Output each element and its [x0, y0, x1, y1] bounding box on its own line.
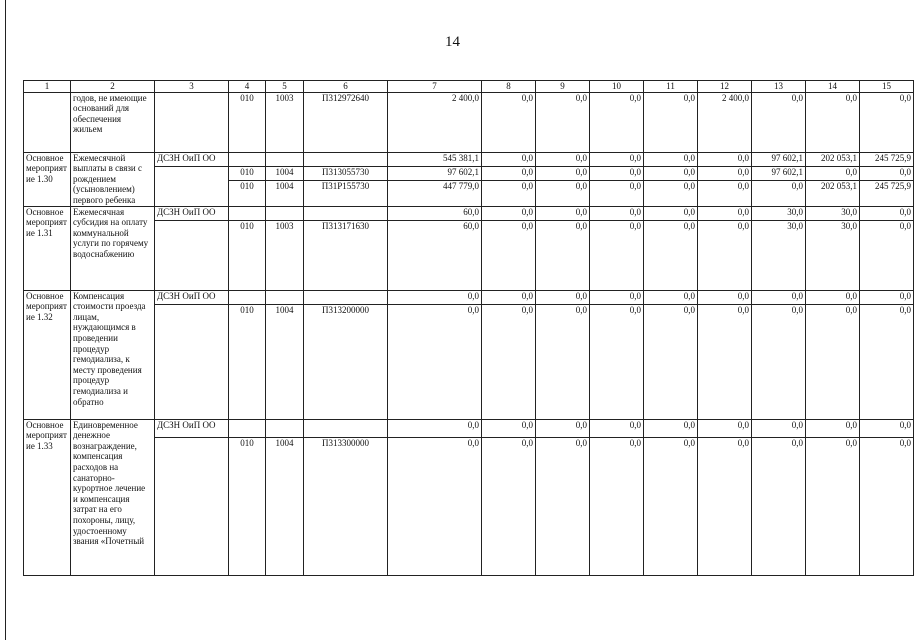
responsible-executor: [155, 166, 229, 206]
amount-total-cell: 0,0: [536, 152, 590, 166]
amount-cell: 245 725,9: [860, 180, 914, 206]
budget-code-cell: 1003: [266, 220, 304, 290]
amount-cell: 0,0: [752, 92, 806, 152]
amount-cell: 0,0: [806, 92, 860, 152]
budget-code-cell: 010: [229, 304, 266, 419]
amount-cell: 0,0: [388, 304, 482, 419]
amount-cell: 97 602,1: [752, 166, 806, 180]
amount-cell: 0,0: [388, 437, 482, 575]
amount-cell: 0,0: [644, 220, 698, 290]
amount-total-cell: 0,0: [698, 206, 752, 220]
amount-total-cell: 0,0: [482, 290, 536, 304]
table-row: [24, 166, 914, 180]
header-cell-1: 1: [24, 81, 71, 93]
amount-cell: 0,0: [806, 304, 860, 419]
amount-total-cell: 0,0: [590, 152, 644, 166]
budget-code-cell: 010: [229, 437, 266, 575]
responsible-executor: ДСЗН ОиП ОО: [155, 419, 229, 437]
budget-code-cell: П313300000: [304, 437, 388, 575]
table-row: [24, 220, 914, 290]
amount-cell: 0,0: [644, 304, 698, 419]
budget-code-cell: 010: [229, 166, 266, 180]
budget-code-cell: П313171630: [304, 220, 388, 290]
amount-cell: 0,0: [644, 437, 698, 575]
amount-total-cell: 60,0: [388, 206, 482, 220]
amount-cell: 0,0: [860, 92, 914, 152]
amount-cell: 0,0: [752, 180, 806, 206]
page-number: 14: [445, 34, 460, 50]
amount-total-cell: 245 725,9: [860, 152, 914, 166]
budget-code-cell: П312972640: [304, 92, 388, 152]
measure-label: [24, 92, 71, 152]
amount-cell: 0,0: [752, 304, 806, 419]
header-cell-14: 14: [806, 81, 860, 93]
header-cell-10: 10: [590, 81, 644, 93]
budget-code-cell: 010: [229, 220, 266, 290]
amount-total-cell: 30,0: [806, 206, 860, 220]
table-row: [24, 152, 914, 166]
amount-total-cell: 0,0: [482, 419, 536, 437]
amount-cell: 0,0: [590, 180, 644, 206]
header-cell-9: 9: [536, 81, 590, 93]
amount-total-cell: 0,0: [482, 206, 536, 220]
header-cell-11: 11: [644, 81, 698, 93]
code-cell: [304, 152, 388, 166]
responsible-executor: [155, 304, 229, 419]
budget-table: [23, 80, 914, 576]
measure-label: Основное мероприятие 1.33: [24, 419, 71, 575]
budget-code-cell: 1004: [266, 180, 304, 206]
code-cell: [229, 419, 266, 437]
header-cell-13: 13: [752, 81, 806, 93]
amount-cell: 0,0: [860, 304, 914, 419]
code-cell: [229, 206, 266, 220]
amount-total-cell: 545 381,1: [388, 152, 482, 166]
header-row: [24, 81, 914, 93]
measure-name: Компенсация стоимости проезда лицам, нуждающимся в проведении процедур гемодиализа, к месту проведения процедур гемодиализа и обратно: [71, 290, 155, 419]
amount-cell: 0,0: [590, 92, 644, 152]
table-row: [24, 437, 914, 575]
amount-cell: 0,0: [752, 437, 806, 575]
amount-cell: 0,0: [536, 166, 590, 180]
amount-cell: 0,0: [590, 166, 644, 180]
header-cell-6: 6: [304, 81, 388, 93]
amount-cell: 97 602,1: [388, 166, 482, 180]
header-cell-8: 8: [482, 81, 536, 93]
amount-total-cell: 0,0: [644, 152, 698, 166]
amount-total-cell: 30,0: [752, 206, 806, 220]
measure-label: Основное мероприятие 1.30: [24, 152, 71, 206]
responsible-executor: ДСЗН ОиП ОО: [155, 206, 229, 220]
amount-total-cell: 0,0: [388, 290, 482, 304]
budget-code-cell: 1004: [266, 437, 304, 575]
responsible-executor: [155, 92, 229, 152]
table-row: [24, 290, 914, 304]
amount-cell: 447 779,0: [388, 180, 482, 206]
budget-code-cell: 1004: [266, 304, 304, 419]
header-cell-15: 15: [860, 81, 914, 93]
amount-cell: 0,0: [536, 304, 590, 419]
code-cell: [266, 419, 304, 437]
amount-total-cell: 202 053,1: [806, 152, 860, 166]
amount-cell: 0,0: [482, 180, 536, 206]
budget-code-cell: П313055730: [304, 166, 388, 180]
amount-cell: 0,0: [536, 92, 590, 152]
amount-cell: 0,0: [590, 304, 644, 419]
amount-cell: 0,0: [806, 437, 860, 575]
header-cell-12: 12: [698, 81, 752, 93]
amount-cell: 0,0: [536, 437, 590, 575]
amount-cell: 0,0: [698, 220, 752, 290]
code-cell: [266, 152, 304, 166]
responsible-executor: [155, 220, 229, 290]
amount-total-cell: 0,0: [860, 419, 914, 437]
amount-total-cell: 0,0: [536, 206, 590, 220]
amount-total-cell: 0,0: [644, 419, 698, 437]
measure-label: Основное мероприятие 1.32: [24, 290, 71, 419]
budget-code-cell: П313200000: [304, 304, 388, 419]
amount-cell: 0,0: [698, 180, 752, 206]
amount-cell: 0,0: [644, 166, 698, 180]
amount-total-cell: 0,0: [860, 290, 914, 304]
amount-total-cell: 0,0: [752, 419, 806, 437]
amount-cell: 0,0: [482, 304, 536, 419]
amount-total-cell: 0,0: [806, 419, 860, 437]
code-cell: [229, 290, 266, 304]
amount-total-cell: 0,0: [536, 419, 590, 437]
table-row: [24, 304, 914, 419]
amount-cell: 0,0: [482, 437, 536, 575]
amount-total-cell: 0,0: [590, 206, 644, 220]
header-cell-2: 2: [71, 81, 155, 93]
amount-total-cell: 0,0: [806, 290, 860, 304]
table-row: [24, 92, 914, 152]
responsible-executor: [155, 437, 229, 575]
header-cell-7: 7: [388, 81, 482, 93]
budget-code-cell: 010: [229, 180, 266, 206]
header-cell-4: 4: [229, 81, 266, 93]
budget-code-cell: 1003: [266, 92, 304, 152]
amount-cell: 60,0: [388, 220, 482, 290]
budget-code-cell: 1004: [266, 166, 304, 180]
amount-cell: 0,0: [698, 166, 752, 180]
measure-name: Ежемесячной выплаты в связи с рождением (усыновлением) первого ребенка: [71, 152, 155, 206]
budget-code-cell: 010: [229, 92, 266, 152]
amount-total-cell: 0,0: [388, 419, 482, 437]
amount-cell: 30,0: [806, 220, 860, 290]
code-cell: [266, 206, 304, 220]
amount-total-cell: 0,0: [644, 290, 698, 304]
amount-total-cell: 0,0: [698, 419, 752, 437]
amount-cell: 30,0: [752, 220, 806, 290]
amount-cell: 0,0: [860, 437, 914, 575]
measure-label: Основное мероприятие 1.31: [24, 206, 71, 290]
amount-total-cell: 0,0: [536, 290, 590, 304]
amount-cell: 0,0: [644, 92, 698, 152]
amount-cell: 0,0: [860, 166, 914, 180]
amount-cell: 0,0: [536, 220, 590, 290]
amount-cell: 2 400,0: [388, 92, 482, 152]
amount-total-cell: 0,0: [482, 152, 536, 166]
table-row: [24, 206, 914, 220]
amount-cell: 0,0: [860, 220, 914, 290]
amount-cell: 2 400,0: [698, 92, 752, 152]
amount-cell: 0,0: [806, 166, 860, 180]
header-cell-3: 3: [155, 81, 229, 93]
amount-total-cell: 97 602,1: [752, 152, 806, 166]
code-cell: [229, 152, 266, 166]
code-cell: [304, 206, 388, 220]
page-left-rule: [5, 0, 6, 640]
amount-total-cell: 0,0: [590, 419, 644, 437]
amount-cell: 0,0: [482, 166, 536, 180]
code-cell: [304, 290, 388, 304]
table-row: [24, 419, 914, 437]
code-cell: [304, 419, 388, 437]
amount-cell: 0,0: [482, 92, 536, 152]
amount-total-cell: 0,0: [698, 290, 752, 304]
measure-name: Единовременное денежное вознаграждение, компенсация расходов на санаторно-курортное лечение и компенсация затрат на его похороны, лицу, удостоенному звания «Почетный: [71, 419, 155, 575]
amount-cell: 0,0: [536, 180, 590, 206]
measure-name: годов, не имеющие оснований для обеспечения жильем: [71, 92, 155, 152]
header-cell-5: 5: [266, 81, 304, 93]
amount-total-cell: 0,0: [860, 206, 914, 220]
code-cell: [266, 290, 304, 304]
responsible-executor: ДСЗН ОиП ОО: [155, 290, 229, 304]
amount-cell: 0,0: [698, 437, 752, 575]
amount-cell: 0,0: [482, 220, 536, 290]
amount-cell: 0,0: [590, 220, 644, 290]
amount-cell: 0,0: [590, 437, 644, 575]
amount-cell: 0,0: [644, 180, 698, 206]
measure-name: Ежемесячная субсидия на оплату коммунальной услуги по горячему водоснабжению: [71, 206, 155, 290]
amount-total-cell: 0,0: [698, 152, 752, 166]
amount-total-cell: 0,0: [590, 290, 644, 304]
responsible-executor: ДСЗН ОиП ОО: [155, 152, 229, 166]
amount-cell: 0,0: [698, 304, 752, 419]
budget-code-cell: П31Р155730: [304, 180, 388, 206]
amount-total-cell: 0,0: [752, 290, 806, 304]
amount-cell: 202 053,1: [806, 180, 860, 206]
amount-total-cell: 0,0: [644, 206, 698, 220]
